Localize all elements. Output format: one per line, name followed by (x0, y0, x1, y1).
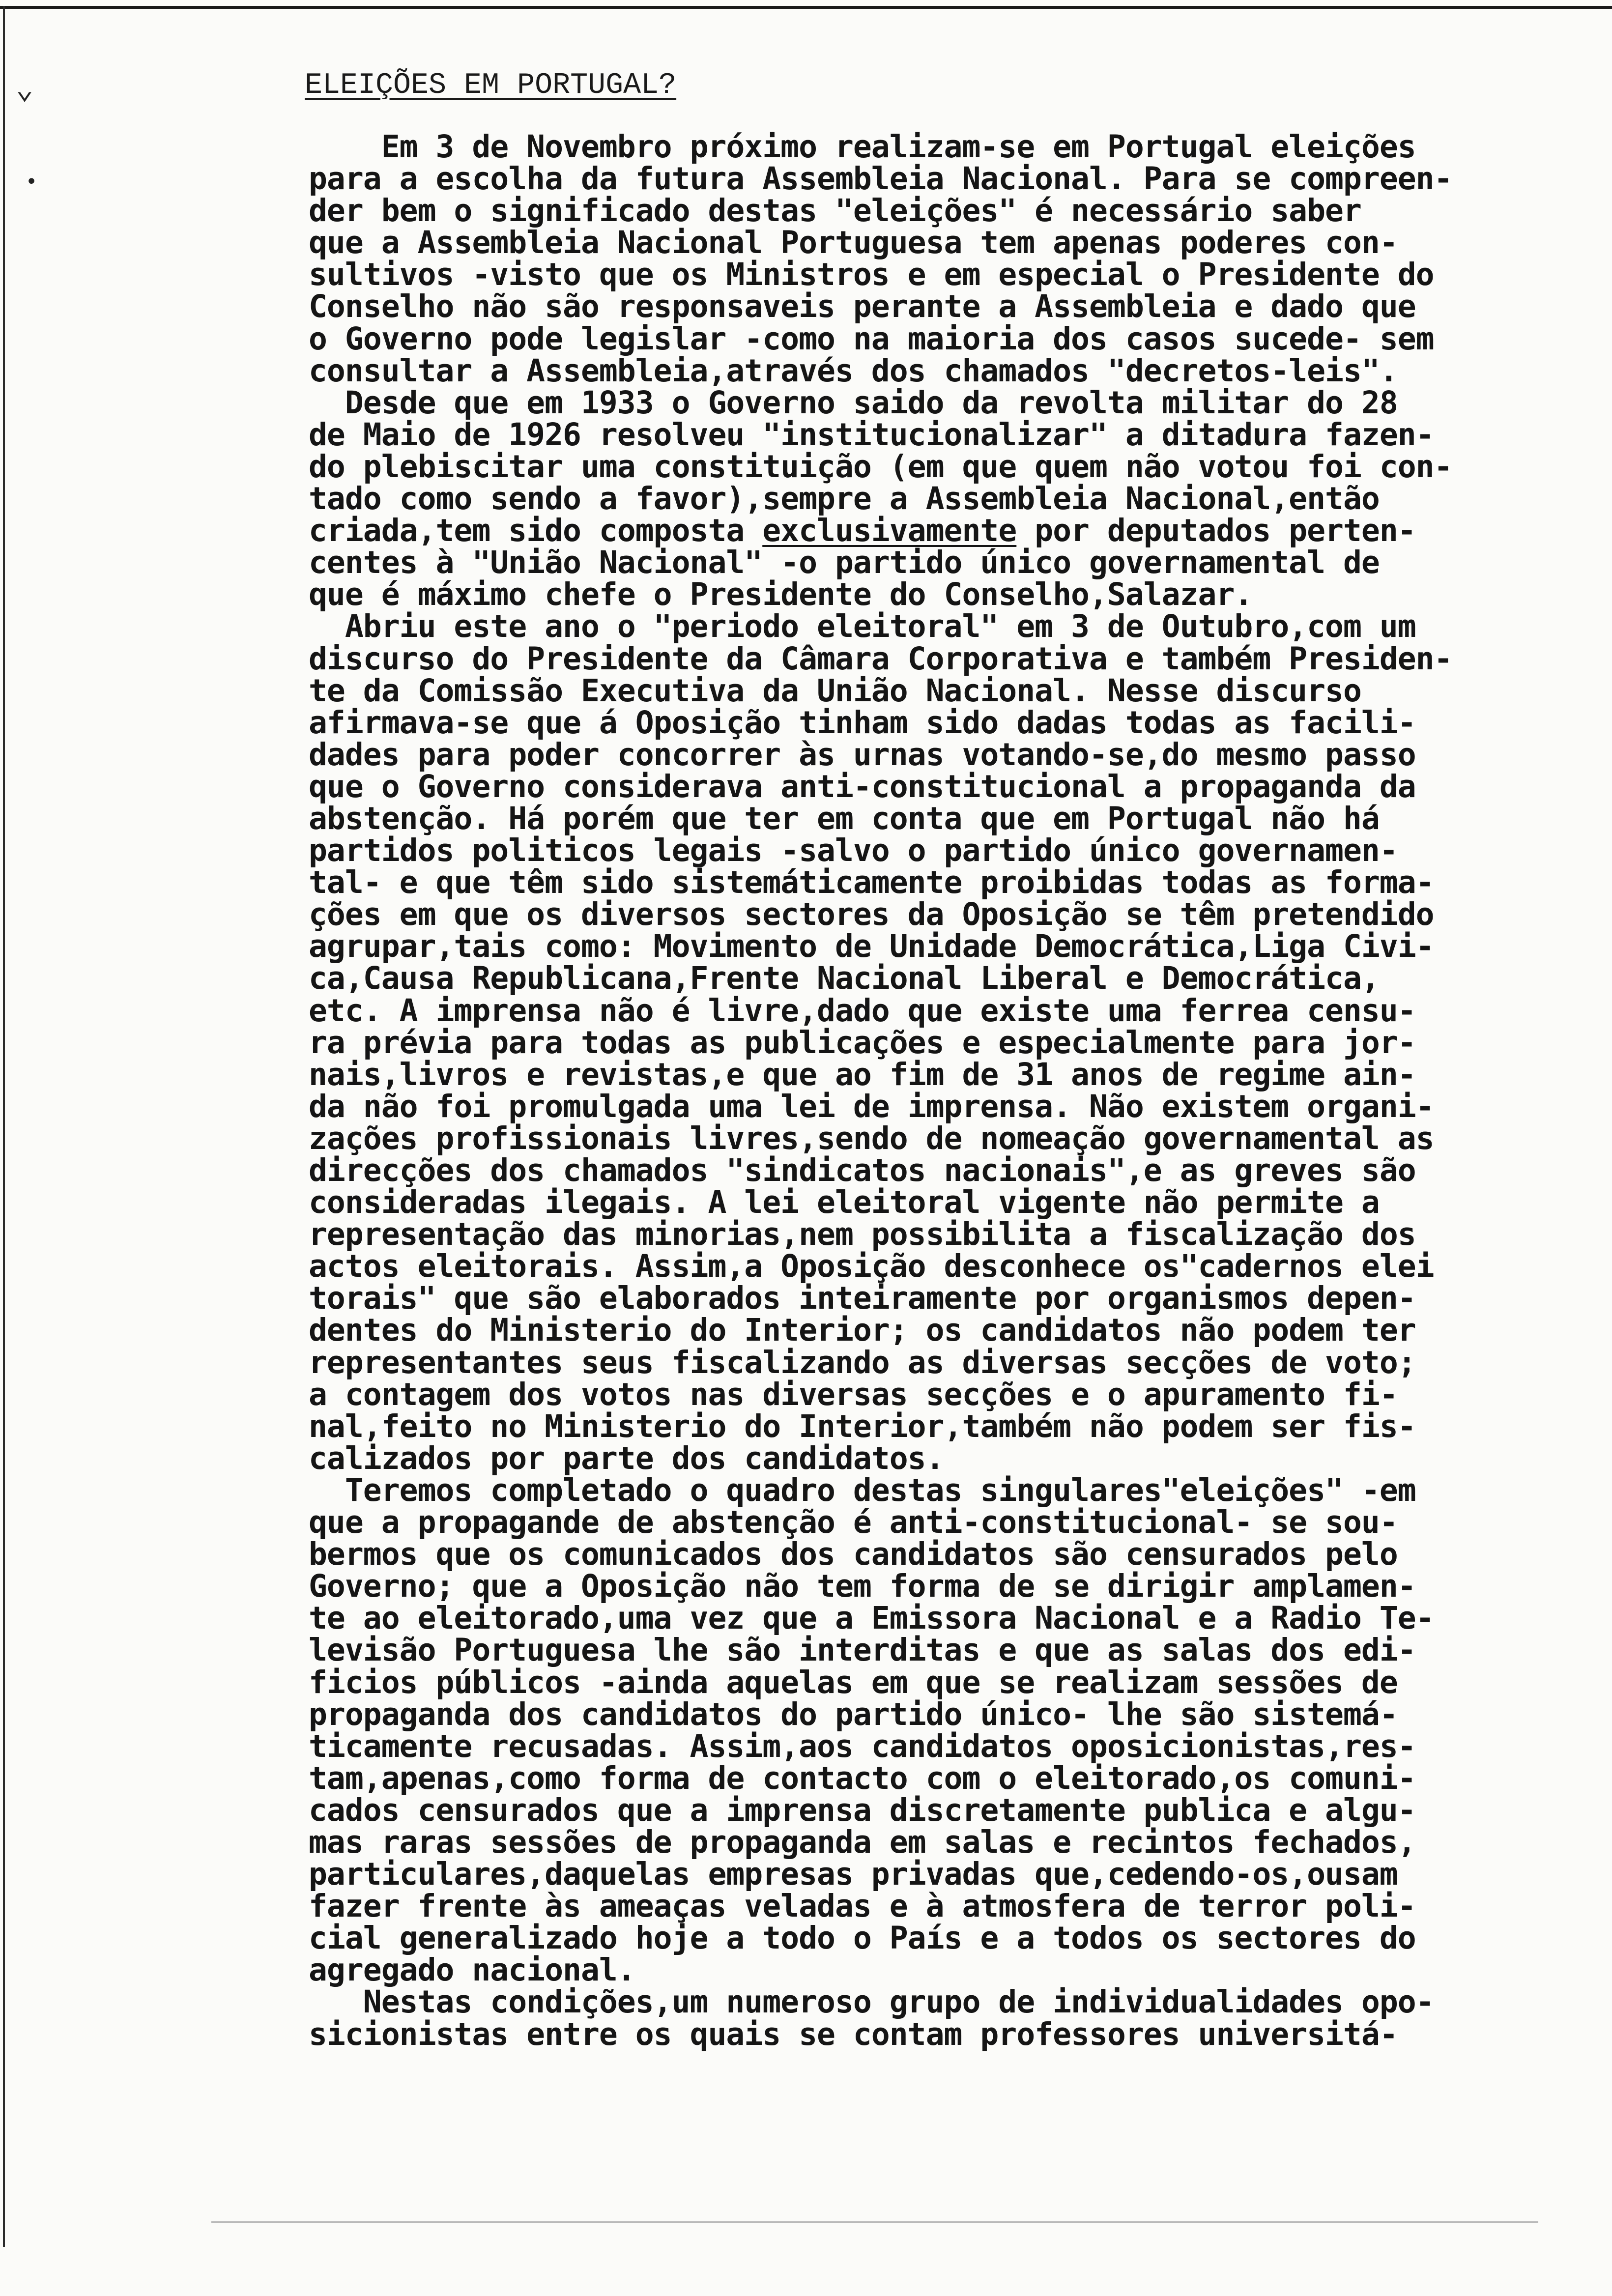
text-line: der bem o significado destas "eleições" é necessário saber (309, 193, 1361, 229)
bottom-faint-line (211, 2221, 1538, 2223)
text-line: ções em que os diversos sectores da Oposição se têm pretendido (309, 896, 1434, 933)
text-line: consideradas ilegais. A lei eleitoral vigente não permite a (309, 1184, 1380, 1221)
text-line: particulares,daquelas empresas privadas que,cedendo-os,ousam (309, 1856, 1398, 1893)
line-head: criada,tem sido composta (309, 513, 763, 549)
text-line: nais,livros e revistas,e que ao fim de 31 anos de regime ain- (309, 1056, 1416, 1092)
text-line: que a propagande de abstenção é anti-constitucional- se sou- (309, 1504, 1398, 1541)
text-line: dentes do Ministerio do Interior; os candidatos não podem ter (309, 1312, 1416, 1349)
text-line: centes à "União Nacional" -o partido único governamental de (309, 545, 1380, 581)
text-line: Nestas condições,um numeroso grupo de individualidades opo- (309, 1984, 1434, 2020)
text-line: que a Assembleia Nacional Portuguesa tem apenas poderes con- (309, 225, 1398, 261)
text-line: partidos politicos legais -salvo o partido único governamen- (309, 832, 1398, 869)
document-body (309, 131, 1577, 2050)
text-line: te da Comissão Executiva da União Nacional. Nesse discurso (309, 672, 1361, 709)
text-line: calizados por parte dos candidatos. (309, 1440, 944, 1476)
text-line: discurso do Presidente da Câmara Corporativa e também Presiden- (309, 640, 1452, 677)
text-line: Abriu este ano o "periodo eleitoral" em 3 de Outubro,com um (309, 608, 1416, 645)
top-border-line (0, 6, 1612, 9)
text-line: Conselho não são responsaveis perante a Assembleia e dado que (309, 288, 1416, 325)
text-line: que o Governo considerava anti-constitucional a propaganda da (309, 768, 1416, 804)
underlined-word: exclusivamente (762, 513, 1017, 549)
text-line: actos eleitorais. Assim,a Oposição desconhece os"cadernos elei (309, 1248, 1434, 1285)
text-line: sicionistas entre os quais se contam professores universitá- (309, 2016, 1398, 2052)
text-line: etc. A imprensa não é livre,dado que existe uma ferrea censu- (309, 992, 1416, 1029)
left-border-line (3, 6, 5, 2247)
text-line: abstenção. Há porém que ter em conta que em Portugal não há (309, 800, 1380, 836)
margin-tick-mark: ⌄ (16, 71, 34, 106)
text-line: direcções dos chamados "sindicatos nacionais",e as greves são (309, 1152, 1416, 1188)
text-line: agregado nacional. (309, 1952, 635, 1988)
text-line: cial generalizado hoje a todo o País e a todos os sectores do (309, 1920, 1416, 1956)
text-line: agrupar,tais como: Movimento de Unidade Democrática,Liga Civi- (309, 928, 1434, 965)
text-line: nal,feito no Ministerio do Interior,também não podem ser fis- (309, 1408, 1416, 1444)
text-line: para a escolha da futura Assembleia Nacional. Para se compreen- (309, 161, 1452, 197)
text-line (309, 513, 1577, 549)
text-line: representantes seus fiscalizando as diversas secções de voto; (309, 1344, 1416, 1380)
text-line: ficios públicos -ainda aquelas em que se realizam sessões de (309, 1664, 1398, 1700)
text-line: ticamente recusadas. Assim,aos candidatos oposicionistas,res- (309, 1728, 1416, 1764)
text-line: da não foi promulgada uma lei de imprensa. Não existem organi- (309, 1088, 1434, 1124)
text-line: ra prévia para todas as publicações e especialmente para jor- (309, 1024, 1416, 1061)
text-line: fazer frente às ameaças veladas e à atmosfera de terror poli- (309, 1888, 1416, 1924)
line-tail: por deputados perten- (1016, 513, 1416, 549)
text-line: afirmava-se que á Oposição tinham sido dadas todas as facili- (309, 704, 1416, 741)
text-line: propaganda dos candidatos do partido único- lhe são sistemá- (309, 1696, 1398, 1732)
text-line: cados censurados que a imprensa discretamente publica e algu- (309, 1792, 1416, 1828)
text-line: te ao eleitorado,uma vez que a Emissora Nacional e a Radio Te- (309, 1600, 1434, 1636)
text-line: do plebiscitar uma constituição (em que quem não votou foi con- (309, 448, 1452, 485)
text-line: a contagem dos votos nas diversas secções e o apuramento fi- (309, 1376, 1398, 1412)
text-line: bermos que os comunicados dos candidatos são censurados pelo (309, 1536, 1398, 1573)
text-line: consultar a Assembleia,através dos chamados "decretos-leis". (309, 352, 1398, 389)
text-line: o Governo pode legislar -como na maioria dos casos sucede- sem (309, 320, 1434, 357)
text-line: sultivos -visto que os Ministros e em especial o Presidente do (309, 257, 1434, 293)
text-line: tal- e que têm sido sistemáticamente proibidas todas as forma- (309, 864, 1434, 901)
text-line: levisão Portuguesa lhe são interditas e que as salas dos edi- (309, 1632, 1416, 1668)
text-line: Teremos completado o quadro destas singulares"eleições" -em (309, 1472, 1416, 1508)
text-line: ca,Causa Republicana,Frente Nacional Liberal e Democrática, (309, 960, 1380, 997)
text-line: tam,apenas,como forma de contacto com o eleitorado,os comuni- (309, 1760, 1416, 1796)
text-line: torais" que são elaborados inteiramente por organismos depen- (309, 1280, 1416, 1317)
text-line: representação das minorias,nem possibilita a fiscalização dos (309, 1216, 1416, 1253)
text-line: mas raras sessões de propaganda em salas e recintos fechados, (309, 1824, 1416, 1860)
text-line: Governo; que a Oposição não tem forma de se dirigir amplamen- (309, 1568, 1416, 1605)
margin-dot-mark: • (26, 171, 38, 193)
text-line: Desde que em 1933 o Governo saido da revolta militar do 28 (309, 384, 1398, 421)
text-line: de Maio de 1926 resolveu "institucionalizar" a ditadura fazen- (309, 416, 1434, 453)
document-title: ELEIÇÕES EM PORTUGAL? (305, 69, 677, 102)
text-line: dades para poder concorrer às urnas votando-se,do mesmo passo (309, 736, 1416, 773)
text-line: zações profissionais livres,sendo de nomeação governamental as (309, 1120, 1434, 1156)
text-line: que é máximo chefe o Presidente do Conselho,Salazar. (309, 576, 1253, 613)
text-line: Em 3 de Novembro próximo realizam-se em Portugal eleições (309, 129, 1416, 165)
text-line: tado como sendo a favor),sempre a Assembleia Nacional,então (309, 481, 1380, 517)
